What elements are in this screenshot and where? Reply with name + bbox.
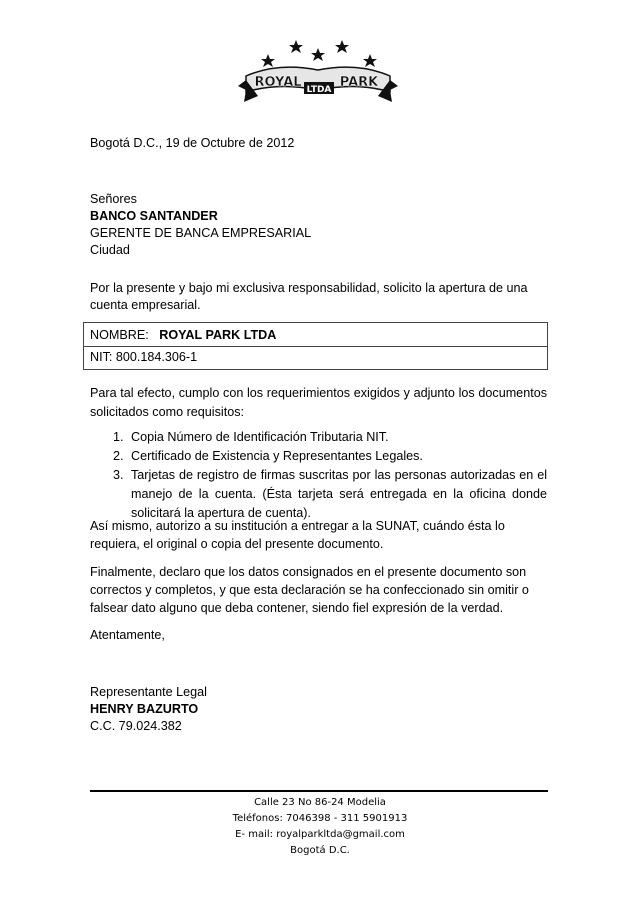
requirements-intro: Para tal efecto, cumplo con los requerimientos exigidos y adjunto los documentos solicitados como requisitos: bbox=[90, 386, 547, 419]
intro-line-2: cuenta empresarial. bbox=[90, 298, 201, 312]
recipient-bank: BANCO SANTANDER bbox=[90, 209, 218, 223]
signature-title: Representante Legal bbox=[90, 685, 207, 699]
logo-text-royal: ROYAL bbox=[254, 75, 302, 90]
recipient-position: GERENTE DE BANCA EMPRESARIAL bbox=[90, 226, 312, 240]
logo-text-park: PARK bbox=[339, 75, 379, 90]
declaration-line-3: falsear dato alguno que deba contener, siendo fiel expresión de la verdad. bbox=[90, 601, 504, 615]
company-nit: NIT: 800.184.306-1 bbox=[90, 350, 198, 364]
company-name-row bbox=[90, 325, 276, 345]
footer-city: Bogotá D.C. bbox=[290, 845, 350, 856]
footer-rule bbox=[90, 790, 548, 792]
requirements-list bbox=[90, 428, 547, 523]
date-line: Bogotá D.C., 19 de Octubre de 2012 bbox=[90, 136, 295, 150]
recipient-city: Ciudad bbox=[90, 243, 130, 257]
signature-name: HENRY BAZURTO bbox=[90, 702, 199, 716]
requirement-item: 1. Copia Número de Identificación Tributaria NIT. bbox=[127, 428, 547, 447]
footer-email: E- mail: royalparkltda@gmail.com bbox=[235, 829, 405, 840]
footer-phones: Teléfonos: 7046398 - 311 5901913 bbox=[232, 813, 408, 824]
requirement-item: 3. Tarjetas de registro de firmas suscritas por las personas autorizadas en el manejo de la cuenta. (Ésta tarjeta será entregada en la oficina donde solicitará la apertura de cuenta). bbox=[127, 466, 547, 523]
intro-line-1: Por la presente y bajo mi exclusiva responsabilidad, solicito la apertura de una bbox=[90, 281, 528, 295]
declaration-line-2: correctos y completos, y que esta declaración se ha confeccionado sin omitir o bbox=[90, 583, 529, 597]
company-info-box bbox=[83, 322, 548, 370]
signature-id: C.C. 79.024.382 bbox=[90, 719, 182, 733]
company-name-value: ROYAL PARK LTDA bbox=[159, 328, 277, 342]
company-logo bbox=[238, 36, 398, 116]
authorization-line-2: requiera, el original o copia del presente documento. bbox=[90, 537, 384, 551]
company-name-label: NOMBRE: bbox=[90, 328, 149, 342]
royal-park-logo-graphic bbox=[238, 36, 398, 116]
closing: Atentamente, bbox=[90, 628, 165, 642]
declaration-line-1: Finalmente, declaro que los datos consignados en el presente documento son bbox=[90, 565, 527, 579]
authorization-line-1: Así mismo, autorizo a su institución a entregar a la SUNAT, cuándo ésta lo bbox=[90, 519, 505, 533]
requirement-item: 2. Certificado de Existencia y Representantes Legales. bbox=[127, 447, 547, 466]
footer-address: Calle 23 No 86-24 Modelia bbox=[254, 797, 386, 808]
logo-text-ltda: LTDA bbox=[306, 85, 332, 95]
recipient-salutation: Señores bbox=[90, 192, 137, 206]
